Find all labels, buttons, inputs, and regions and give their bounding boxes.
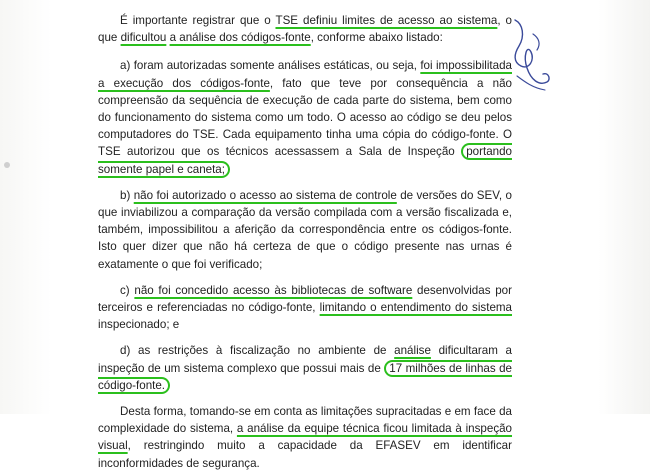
item-c-highlight-1: não foi concedido acesso às bibliotecas de software (134, 283, 413, 297)
item-b-text-1: b) (120, 188, 134, 202)
item-a-text-2: , fato que teve por consequência a não compreensão da sequência de execução de cada parte do sistema, bem como do funcionamento do sistema como um todo. O acesso ao código se deu pelos computadores do TSE. Cada equipamento tinha uma cópia do código-fonte. O TSE autorizou que os técnicos acessassem a Sala de Inspeção (98, 76, 512, 159)
scan-mark (4, 162, 10, 168)
intro-highlight-2: dificultou (120, 31, 167, 45)
intro-highlight-1: TSE definiu limites de acesso ao sistema (275, 14, 498, 27)
item-c-highlight-2: limitando o entendimento do sistema (319, 301, 512, 315)
item-c-paragraph (98, 282, 512, 334)
closing-highlight-1: a análise da equipe técnica ficou limitada à inspeção visual (98, 422, 513, 453)
item-a-highlight-1: foi impossibilitada a execução dos códigos-fonte (98, 59, 512, 90)
item-d-highlight-1: análise (394, 344, 431, 358)
item-a-text-1: a) foram autorizadas somente análises estáticas, ou seja, (120, 59, 421, 73)
closing-paragraph (98, 403, 512, 472)
item-c-text-1: c) (120, 283, 135, 297)
handwritten-signature (505, 16, 555, 96)
item-b-text-2: de versões do SEV, o que inviabilizou a comparação da versão compilada com a versão fiscalizada e, também, impossibilitou a aferição da correspondência entre os códigos-fonte. Isto quer dizer que não há certeza de que o código presente nas urnas é exatamente o que foi verificado; (98, 188, 513, 271)
item-b-paragraph (98, 187, 512, 273)
item-a-paragraph (98, 57, 512, 177)
item-a-boxed-1: portando somente papel e caneta; (98, 145, 512, 176)
intro-text-4: , conforme abaixo listado: (310, 31, 443, 45)
item-c-text-2: desenvolvidas por terceiros e referenciadas no código-fonte, (98, 283, 512, 315)
intro-highlight-3: a análise dos códigos-fonte (169, 31, 311, 45)
closing-text-1: Desta forma, tomando-se em conta as limitações supracitadas e em face da complexidade do sistema, (98, 405, 512, 436)
intro-paragraph (98, 12, 512, 46)
item-d-paragraph (98, 342, 512, 394)
closing-text-2: , restringindo muito a capacidade da EFASEV em identificar inconformidades de segurança. (98, 439, 512, 470)
document-body (98, 0, 512, 472)
item-d-boxed-1: 17 milhões de linhas de código-fonte. (98, 361, 512, 392)
item-b-highlight-1: não foi autorizado o acesso ao sistema de controle (133, 188, 397, 202)
item-c-text-3: inspecionado; e (98, 318, 180, 332)
intro-text-1: É importante registrar que o (120, 14, 276, 27)
item-d-text-1: d) as restrições à fiscalização no ambiente de (120, 344, 395, 358)
item-d-text-2: dificultaram a inspeção de um sistema complexo que possui mais de (98, 344, 513, 375)
intro-text-2: , o que (98, 14, 513, 45)
